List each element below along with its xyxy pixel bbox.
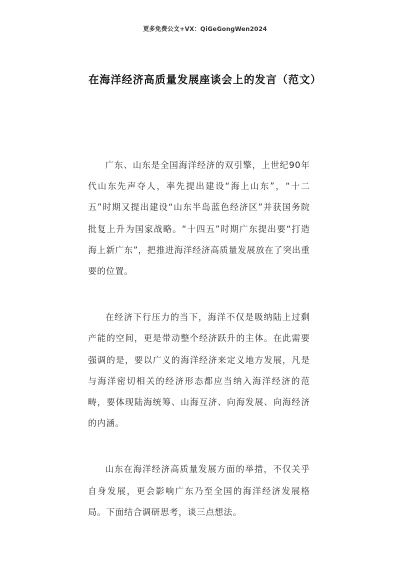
header-note: 更多免费公文+VX：QiGeGongWen2024 bbox=[142, 26, 267, 33]
paragraph-1: 广东、山东是全国海洋经济的双引擎，上世纪90年代山东先声夺人，率先提出建设“海上山东”，“十二五”时期又提出建设“山东半岛蓝色经济区”并获国务院批复上升为国家战略。“十四五”时期广东提出要“打造海上新广东”，把推进海洋经济高质量发展放在了突出重要的位置。 bbox=[88, 161, 310, 278]
paragraph-2: 在经济下行压力的当下，海洋不仅是吸纳陆上过剩产能的空间，更是带动整个经济跃升的主体。在此需要强调的是，要以广义的海洋经济来定义地方发展，凡是与海洋密切相关的经济形态都应当纳入海洋经济的范畴，要体现陆海统筹、山海互济、向海发展、向海经济的内涵。 bbox=[88, 313, 310, 430]
document-body bbox=[88, 156, 310, 549]
document-title: 在海洋经济高质量发展座谈会上的发言（范文） bbox=[88, 74, 322, 86]
paragraph-3: 山东在海洋经济高质量发展方面的举措，不仅关乎自身发展，更会影响广东乃至全国的海洋经济发展格局。下面结合调研思考，谈三点想法。 bbox=[88, 465, 310, 518]
